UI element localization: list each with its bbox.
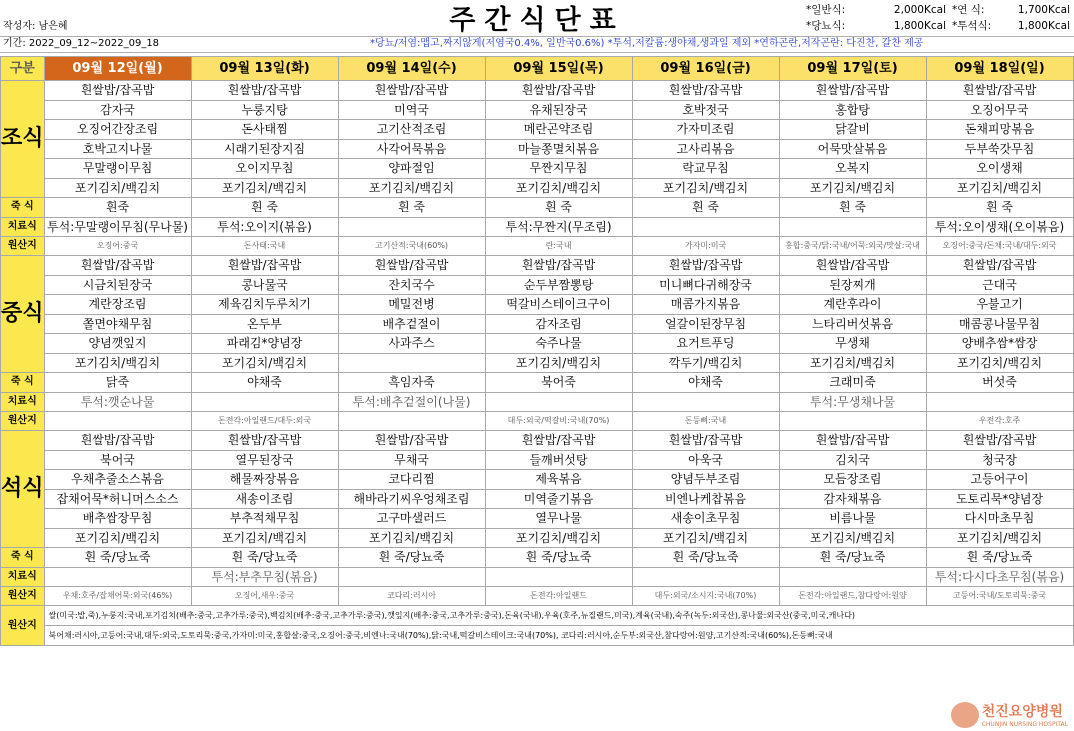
row-label: 원산지 (1, 606, 45, 646)
menu-item: 포기김치/백김치 (926, 528, 1073, 548)
menu-item: 유채된장국 (485, 100, 632, 120)
menu-item: 배추쌈장무침 (44, 509, 191, 529)
menu-item: 흰쌀밥/잡곡밥 (926, 81, 1073, 101)
menu-item: 포기김치/백김치 (926, 178, 1073, 198)
breakfast_therapy-cell (338, 217, 485, 237)
dinner_origin-cell: 우채:호주/잡채어묵:외국(46%) (44, 587, 191, 606)
day-header: 09월 15일(목) (485, 57, 632, 81)
menu-item: 얼갈이된장무침 (632, 314, 779, 334)
menu-item: 가자미조림 (632, 120, 779, 140)
menu-item: 계란장조림 (44, 295, 191, 315)
lunch_origin-cell (338, 412, 485, 431)
menu-item: 포기김치/백김치 (44, 178, 191, 198)
menu-item: 양배추쌈*쌈장 (926, 334, 1073, 354)
breakfast_porridge-cell: 흰 죽 (632, 198, 779, 218)
breakfast_origin-cell: 란:국내 (485, 237, 632, 256)
tree-icon (951, 702, 979, 728)
meal-label: 중식 (1, 256, 45, 373)
menu-item: 흰쌀밥/잡곡밥 (926, 256, 1073, 276)
menu-item: 해물짜장볶음 (191, 470, 338, 490)
menu-item: 무생채 (779, 334, 926, 354)
menu-item: 오이생채 (926, 159, 1073, 179)
table-row (1, 489, 1074, 509)
day-header: 09월 12일(월) (44, 57, 191, 81)
table-row (1, 528, 1074, 548)
menu-item: 계란후라이 (779, 295, 926, 315)
lunch_origin-cell (779, 412, 926, 431)
menu-item: 무채국 (338, 450, 485, 470)
dinner_therapy-cell (338, 567, 485, 587)
menu-item: 흰쌀밥/잡곡밥 (632, 431, 779, 451)
lunch_origin-cell: 돈등뼈:국내 (632, 412, 779, 431)
dinner_porridge-cell: 흰 죽/당뇨죽 (338, 548, 485, 568)
lunch_therapy-cell (191, 392, 338, 412)
lunch_porridge-cell: 닭죽 (44, 373, 191, 393)
table-row (1, 412, 1074, 431)
row-label: 치료식 (1, 217, 45, 237)
menu-item: 깍두기/백김치 (632, 353, 779, 373)
breakfast_porridge-cell: 흰 죽 (338, 198, 485, 218)
table-row (1, 431, 1074, 451)
menu-item: 들깨버섯탕 (485, 450, 632, 470)
menu-item: 다시마초무침 (926, 509, 1073, 529)
lunch_therapy-cell (926, 392, 1073, 412)
breakfast_therapy-cell: 투석:오이지(볶음) (191, 217, 338, 237)
row-label: 죽 식 (1, 548, 45, 568)
menu-item: 포기김치/백김치 (779, 178, 926, 198)
menu-item: 사각어묵볶음 (338, 139, 485, 159)
menu-item: 도토리묵*양념장 (926, 489, 1073, 509)
menu-item: 포기김치/백김치 (926, 353, 1073, 373)
menu-item: 느타리버섯볶음 (779, 314, 926, 334)
breakfast_origin-cell: 홍합:중국/닭:국내/어묵:외국/맛살:국내 (779, 237, 926, 256)
menu-item: 미역국 (338, 100, 485, 120)
menu-item: 흰쌀밥/잡곡밥 (926, 431, 1073, 451)
table-row (1, 373, 1074, 393)
menu-item: 오징어간장조림 (44, 120, 191, 140)
table-row (1, 237, 1074, 256)
table-row (1, 606, 1074, 626)
menu-item: 흰쌀밥/잡곡밥 (779, 256, 926, 276)
dinner_porridge-cell: 흰 죽/당뇨죽 (191, 548, 338, 568)
menu-item: 양파절임 (338, 159, 485, 179)
meal-label: 석식 (1, 431, 45, 548)
day-header: 09월 16일(금) (632, 57, 779, 81)
menu-item: 제육김치두루치기 (191, 295, 338, 315)
table-row (1, 450, 1074, 470)
menu-item: 쫄면야채무침 (44, 314, 191, 334)
meal-label: 조식 (1, 81, 45, 198)
menu-body (1, 81, 1074, 646)
row-label: 원산지 (1, 412, 45, 431)
logo-name: 천진요양병원 (981, 704, 1063, 720)
day-header: 09월 13일(화) (191, 57, 338, 81)
breakfast_origin-cell: 가자미:미국 (632, 237, 779, 256)
lunch_origin-cell: 돈전각:아일랜드/대두:외국 (191, 412, 338, 431)
day-header: 09월 17일(토) (779, 57, 926, 81)
dinner_origin-cell: 오징어,새우:중국 (191, 587, 338, 606)
lunch_therapy-cell: 투석:배추겉절이(나물) (338, 392, 485, 412)
menu-item: 포기김치/백김치 (191, 528, 338, 548)
table-row (1, 275, 1074, 295)
dinner_therapy-cell: 투석:다시다초무침(볶음) (926, 567, 1073, 587)
menu-item: 우불고기 (926, 295, 1073, 315)
calorie-block-2: *연 식: 1,700Kcal *투석식: 1,800Kcal (952, 4, 1070, 32)
table-row (1, 509, 1074, 529)
table-row (1, 100, 1074, 120)
menu-item: 오이지무침 (191, 159, 338, 179)
col-header: 구분 (1, 57, 45, 81)
table-row (1, 139, 1074, 159)
breakfast_origin-cell: 오징어:중국/돈채:국내/대두:외국 (926, 237, 1073, 256)
breakfast_therapy-cell (632, 217, 779, 237)
table-row (1, 353, 1074, 373)
dinner_porridge-cell: 흰 죽/당뇨죽 (485, 548, 632, 568)
menu-item: 요거트푸딩 (632, 334, 779, 354)
table-row (1, 159, 1074, 179)
menu-item: 두부쑥갓무침 (926, 139, 1073, 159)
menu-item: 흰쌀밥/잡곡밥 (44, 431, 191, 451)
menu-item: 파래김*양념장 (191, 334, 338, 354)
menu-item: 된장찌개 (779, 275, 926, 295)
dinner_origin-cell: 돈전각:아일랜드 (485, 587, 632, 606)
menu-item: 흰쌀밥/잡곡밥 (191, 81, 338, 101)
menu-item: 흰쌀밥/잡곡밥 (485, 431, 632, 451)
menu-item: 열무된장국 (191, 450, 338, 470)
menu-item: 돈채피망볶음 (926, 120, 1073, 140)
table-row (1, 548, 1074, 568)
menu-item: 청국장 (926, 450, 1073, 470)
menu-item: 떡갈비스테이크구이 (485, 295, 632, 315)
menu-item: 콩나물국 (191, 275, 338, 295)
menu-item: 흰쌀밥/잡곡밥 (44, 81, 191, 101)
diet-notice: *당뇨/저염:맵고,짜지않게(저염국0.4%, 일반국0.6%) *투석,저칼륨:생야채,생과일 제외 *연하곤란,저작곤란: 다진찬, 갈찬 제공 (370, 38, 924, 49)
dinner_therapy-cell (779, 567, 926, 587)
menu-item (338, 353, 485, 373)
breakfast_porridge-cell: 흰 죽 (485, 198, 632, 218)
menu-item: 닭갈비 (779, 120, 926, 140)
breakfast_therapy-cell (779, 217, 926, 237)
menu-item: 어묵맛살볶음 (779, 139, 926, 159)
dinner_porridge-cell: 흰 죽/당뇨죽 (44, 548, 191, 568)
table-row (1, 81, 1074, 101)
breakfast_origin-cell: 고기산적:국내(60%) (338, 237, 485, 256)
page-title: 주간식단표 (449, 5, 625, 36)
menu-item: 무말랭이무침 (44, 159, 191, 179)
menu-item: 잔치국수 (338, 275, 485, 295)
period-label: 기간: 2022_09_12~2022_09_18 (3, 38, 160, 49)
menu-item: 흰쌀밥/잡곡밥 (338, 81, 485, 101)
table-row (1, 295, 1074, 315)
menu-item: 잡채어묵*허니머스소스 (44, 489, 191, 509)
menu-item: 부추적채무침 (191, 509, 338, 529)
menu-item: 미역줄기볶음 (485, 489, 632, 509)
hospital-logo (951, 701, 1068, 728)
lunch_porridge-cell: 흑임자죽 (338, 373, 485, 393)
menu-item: 흰쌀밥/잡곡밥 (485, 256, 632, 276)
dinner_origin-cell: 코다리:러시아 (338, 587, 485, 606)
menu-item: 포기김치/백김치 (632, 178, 779, 198)
menu-item: 포기김치/백김치 (44, 528, 191, 548)
table-row (1, 198, 1074, 218)
menu-item: 오징어무국 (926, 100, 1073, 120)
weekly-menu-table (0, 56, 1074, 646)
menu-item: 포기김치/백김치 (485, 353, 632, 373)
menu-item: 북어국 (44, 450, 191, 470)
menu-item: 매콤가지볶음 (632, 295, 779, 315)
menu-item: 홍합탕 (779, 100, 926, 120)
dinner_origin-cell: 고등어:국내/도토리묵:중국 (926, 587, 1073, 606)
menu-item: 호박젓국 (632, 100, 779, 120)
lunch_origin-cell: 우전각:호주 (926, 412, 1073, 431)
dinner_therapy-cell (44, 567, 191, 587)
menu-item: 무짠지무침 (485, 159, 632, 179)
menu-item: 마늘쫑멸치볶음 (485, 139, 632, 159)
origin-note: 쌀(미국:밥,죽),누룽지:국내,포기김치(배추:중국,고추가루:중국),백김치(배추:중국,고추가루:중국),깻잎지(배추:중국,고추가루:중국),돈육(국내),우육(호주,뉴질랜드,미국),계육(국내),숙주(녹두:외국산),콩나물:외국산(중국,미국,캐나다) (44, 606, 1073, 626)
menu-item: 해바라기씨우엉채조림 (338, 489, 485, 509)
menu-item: 돈사태찜 (191, 120, 338, 140)
dinner_therapy-cell (632, 567, 779, 587)
day-header: 09월 14일(수) (338, 57, 485, 81)
menu-item: 흰쌀밥/잡곡밥 (485, 81, 632, 101)
menu-item: 아욱국 (632, 450, 779, 470)
table-row (1, 626, 1074, 646)
menu-item: 우채추줄소스볶음 (44, 470, 191, 490)
table-row (1, 256, 1074, 276)
breakfast_therapy-cell: 투석:무짠지(무조림) (485, 217, 632, 237)
menu-item: 포기김치/백김치 (485, 528, 632, 548)
menu-item: 미니뼈다귀해장국 (632, 275, 779, 295)
breakfast_origin-cell: 돈사태:국내 (191, 237, 338, 256)
menu-item: 오복지 (779, 159, 926, 179)
menu-item: 포기김치/백김치 (485, 178, 632, 198)
menu-item: 고구마샐러드 (338, 509, 485, 529)
menu-item: 비름나물 (779, 509, 926, 529)
lunch_porridge-cell: 버섯죽 (926, 373, 1073, 393)
menu-item: 새송이조림 (191, 489, 338, 509)
day-header-row (1, 57, 1074, 81)
menu-item: 고기산적조림 (338, 120, 485, 140)
menu-item: 포기김치/백김치 (779, 353, 926, 373)
menu-item: 메란곤약조림 (485, 120, 632, 140)
lunch_origin-cell (44, 412, 191, 431)
menu-item: 근대국 (926, 275, 1073, 295)
lunch_porridge-cell: 크래미죽 (779, 373, 926, 393)
menu-item: 시금치된장국 (44, 275, 191, 295)
lunch_therapy-cell (632, 392, 779, 412)
menu-item: 김치국 (779, 450, 926, 470)
menu-item: 흰쌀밥/잡곡밥 (44, 256, 191, 276)
table-row (1, 587, 1074, 606)
author-label: 작성자: 남은혜 (3, 21, 68, 32)
menu-item: 비엔나케찹볶음 (632, 489, 779, 509)
menu-item: 열무나물 (485, 509, 632, 529)
row-label: 치료식 (1, 392, 45, 412)
table-row (1, 217, 1074, 237)
table-row (1, 567, 1074, 587)
menu-item: 락교무침 (632, 159, 779, 179)
menu-item: 흰쌀밥/잡곡밥 (632, 256, 779, 276)
calorie-block-1: *일반식: 2,000Kcal *당뇨식: 1,800Kcal (806, 4, 946, 32)
menu-item: 감자채볶음 (779, 489, 926, 509)
menu-item: 시래기된장지짐 (191, 139, 338, 159)
sub-header (0, 36, 1074, 53)
menu-item: 온두부 (191, 314, 338, 334)
table-row (1, 392, 1074, 412)
table-row (1, 314, 1074, 334)
lunch_porridge-cell: 야채죽 (191, 373, 338, 393)
breakfast_porridge-cell: 흰죽 (44, 198, 191, 218)
menu-item: 포기김치/백김치 (779, 528, 926, 548)
breakfast_porridge-cell: 흰 죽 (779, 198, 926, 218)
menu-item: 흰쌀밥/잡곡밥 (338, 256, 485, 276)
table-row (1, 334, 1074, 354)
menu-item: 고등어구이 (926, 470, 1073, 490)
menu-item: 순두부짬뽕탕 (485, 275, 632, 295)
menu-item: 포기김치/백김치 (191, 353, 338, 373)
menu-item: 흰쌀밥/잡곡밥 (191, 431, 338, 451)
menu-item: 감자국 (44, 100, 191, 120)
menu-item: 배추겉절이 (338, 314, 485, 334)
day-header: 09월 18일(일) (926, 57, 1073, 81)
page-header (0, 0, 1074, 37)
logo-sub: CHUNJIN NURSING HOSPITAL (981, 721, 1068, 728)
menu-item: 감자조림 (485, 314, 632, 334)
origin-note: 북어채:러시아,고등어:국내,대두:외국,도토리묵:중국,가자미:미국,홍합살:중국,오징어:중국,비엔나:국내(70%),닭:국내,떡갈비스테이크:국내(70%), 코다리:러시아,순두부:외국산,참다랑어:원양,고기산적:국내(60%),돈등뼈:국내 (44, 626, 1073, 646)
row-label: 죽 식 (1, 373, 45, 393)
menu-item: 숙주나물 (485, 334, 632, 354)
menu-item: 제육볶음 (485, 470, 632, 490)
menu-item: 포기김치/백김치 (44, 353, 191, 373)
menu-item: 흰쌀밥/잡곡밥 (779, 431, 926, 451)
menu-item: 포기김치/백김치 (191, 178, 338, 198)
menu-item: 양념두부조림 (632, 470, 779, 490)
lunch_origin-cell: 대두:외국/떡갈비:국내(70%) (485, 412, 632, 431)
menu-item: 새송이초무침 (632, 509, 779, 529)
dinner_therapy-cell: 투석:부추무침(볶음) (191, 567, 338, 587)
menu-item: 포기김치/백김치 (338, 528, 485, 548)
breakfast_porridge-cell: 흰 죽 (926, 198, 1073, 218)
dinner_origin-cell: 돈전각:아일랜드,참다랑어:원양 (779, 587, 926, 606)
lunch_porridge-cell: 야채죽 (632, 373, 779, 393)
menu-item: 호박고지나물 (44, 139, 191, 159)
table-row (1, 470, 1074, 490)
breakfast_origin-cell: 오징어:중국 (44, 237, 191, 256)
menu-item: 고사리볶음 (632, 139, 779, 159)
dinner_origin-cell: 대두:외국/소시지:국내(70%) (632, 587, 779, 606)
menu-item: 흰쌀밥/잡곡밥 (338, 431, 485, 451)
breakfast_porridge-cell: 흰 죽 (191, 198, 338, 218)
row-label: 치료식 (1, 567, 45, 587)
menu-item: 흰쌀밥/잡곡밥 (632, 81, 779, 101)
lunch_therapy-cell: 투석:깻순나물 (44, 392, 191, 412)
row-label: 원산지 (1, 587, 45, 606)
dinner_porridge-cell: 흰 죽/당뇨죽 (779, 548, 926, 568)
menu-item: 모듬장조림 (779, 470, 926, 490)
table-row (1, 120, 1074, 140)
menu-item: 사과주스 (338, 334, 485, 354)
menu-item: 양념깻잎지 (44, 334, 191, 354)
lunch_porridge-cell: 북어죽 (485, 373, 632, 393)
dinner_therapy-cell (485, 567, 632, 587)
menu-item: 포기김치/백김치 (338, 178, 485, 198)
breakfast_therapy-cell: 투석:무말랭이무침(무나물) (44, 217, 191, 237)
menu-item: 포기김치/백김치 (632, 528, 779, 548)
row-label: 죽 식 (1, 198, 45, 218)
menu-item: 매콤콩나물무침 (926, 314, 1073, 334)
breakfast_therapy-cell: 투석:오이생채(오이볶음) (926, 217, 1073, 237)
menu-item: 흰쌀밥/잡곡밥 (779, 81, 926, 101)
menu-item: 흰쌀밥/잡곡밥 (191, 256, 338, 276)
menu-item: 메밀전병 (338, 295, 485, 315)
menu-item: 누룽지탕 (191, 100, 338, 120)
lunch_therapy-cell (485, 392, 632, 412)
menu-item: 코다리찜 (338, 470, 485, 490)
dinner_porridge-cell: 흰 죽/당뇨죽 (926, 548, 1073, 568)
row-label: 원산지 (1, 237, 45, 256)
table-row (1, 178, 1074, 198)
lunch_therapy-cell: 투석:무생채나물 (779, 392, 926, 412)
dinner_porridge-cell: 흰 죽/당뇨죽 (632, 548, 779, 568)
